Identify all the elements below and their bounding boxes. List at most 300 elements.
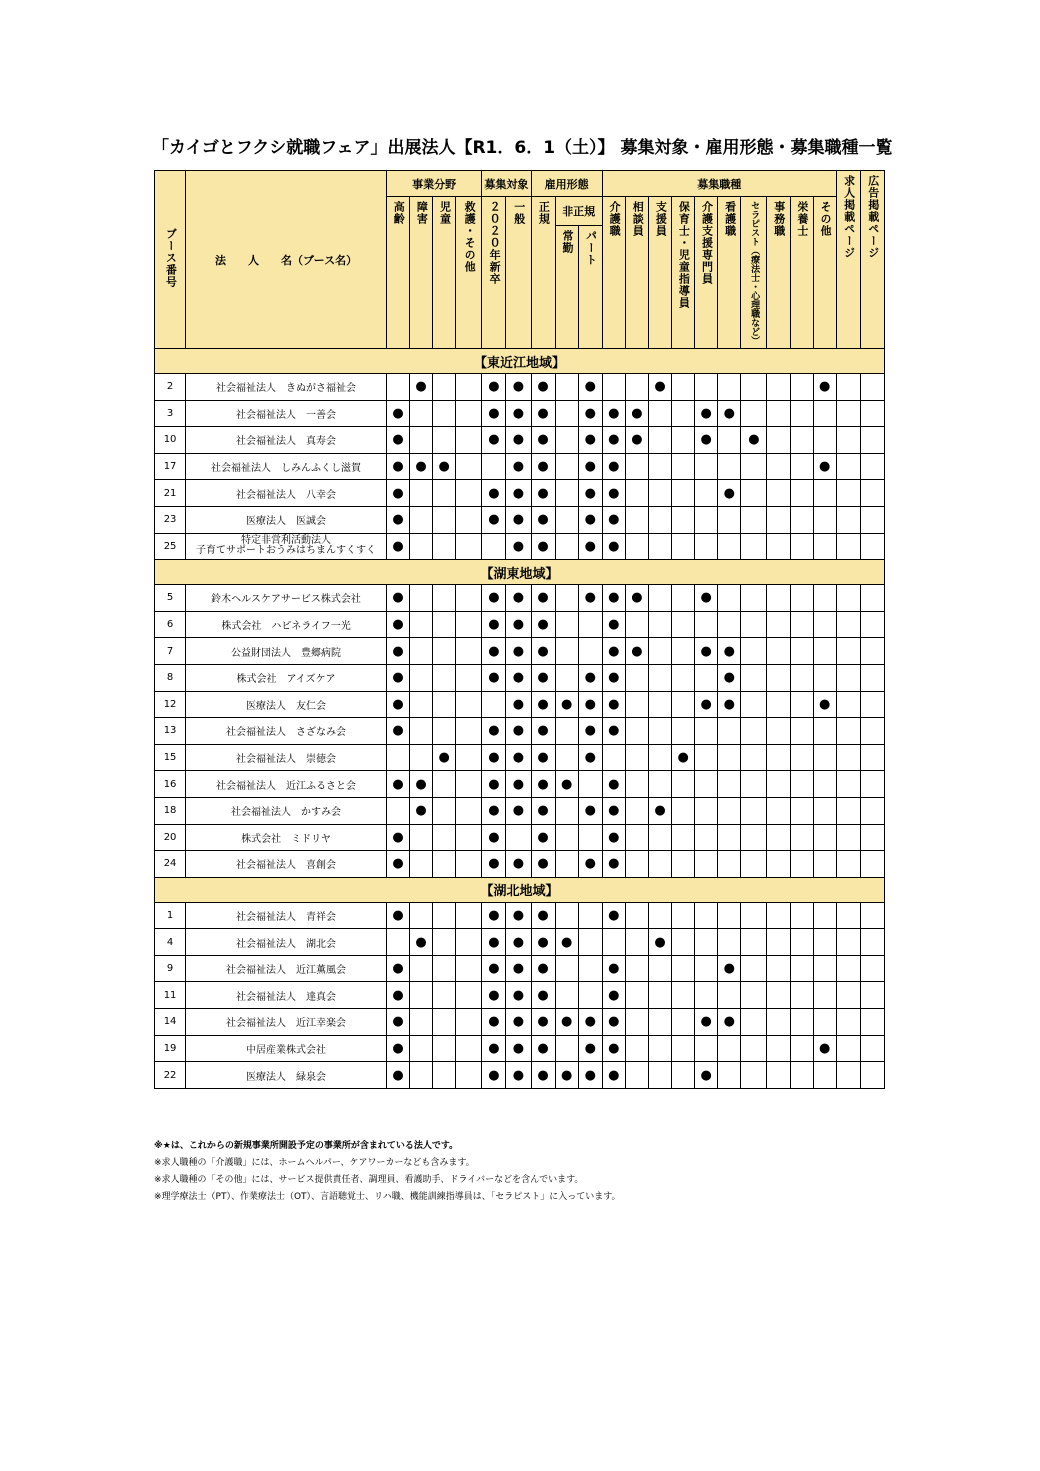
- cell-16: [767, 611, 790, 638]
- cell-8: [578, 824, 602, 851]
- cell-2: [433, 427, 456, 454]
- booth-number: 24: [155, 851, 186, 878]
- cell-1: [410, 427, 433, 454]
- cell-6: [531, 400, 555, 427]
- cell-19: [836, 955, 860, 982]
- cell-8: [578, 744, 602, 771]
- cell-5: [506, 585, 531, 612]
- booth-number: 3: [155, 400, 186, 427]
- dot-mark: ●: [512, 803, 525, 819]
- corporation-name: 社会福祉法人 達真会: [186, 982, 387, 1009]
- cell-18: [813, 427, 836, 454]
- cell-19: [836, 533, 860, 560]
- cell-0: [386, 427, 409, 454]
- cell-20: [860, 744, 884, 771]
- cell-15: [741, 664, 767, 691]
- dot-mark: ●: [608, 1014, 620, 1030]
- dot-mark: ●: [631, 643, 643, 659]
- header-kokoku-label: 広告掲載ページ: [866, 175, 880, 259]
- header-col-17: [790, 197, 813, 349]
- dot-mark: ●: [584, 696, 596, 712]
- cell-19: [836, 374, 860, 401]
- cell-20: [860, 691, 884, 718]
- cell-2: [433, 611, 456, 638]
- cell-5: [506, 718, 531, 745]
- dot-mark: ●: [512, 750, 525, 766]
- cell-4: [482, 744, 506, 771]
- dot-mark: ●: [537, 723, 549, 739]
- table-row: [155, 585, 885, 612]
- table-row: [155, 427, 885, 454]
- dot-mark: ●: [488, 590, 500, 606]
- cell-1: [410, 400, 433, 427]
- dot-mark: ●: [631, 405, 643, 421]
- cell-7: [555, 427, 578, 454]
- cell-6: [531, 611, 555, 638]
- cell-8: [578, 664, 602, 691]
- corporation-name: 社会福祉法人 湖北会: [186, 929, 387, 956]
- cell-14: [718, 638, 741, 665]
- cell-18: [813, 374, 836, 401]
- header-col-9-label: 介護職: [608, 201, 622, 237]
- dot-mark: ●: [608, 512, 620, 528]
- cell-8: [578, 851, 602, 878]
- cell-5: [506, 611, 531, 638]
- cell-8: [578, 955, 602, 982]
- dot-mark: ●: [488, 750, 500, 766]
- cell-9: [602, 982, 625, 1009]
- cell-13: [695, 955, 718, 982]
- region-row: [155, 877, 885, 902]
- cell-17: [790, 1035, 813, 1062]
- dot-mark: ●: [631, 590, 643, 606]
- corporation-name: 医療法人 緑泉会: [186, 1062, 387, 1089]
- cell-17: [790, 638, 813, 665]
- dot-mark: ●: [748, 432, 760, 448]
- cell-3: [456, 611, 482, 638]
- header-col-0: [386, 197, 409, 349]
- booth-number: 9: [155, 955, 186, 982]
- dot-mark: ●: [537, 590, 549, 606]
- cell-3: [456, 533, 482, 560]
- cell-2: [433, 400, 456, 427]
- dot-mark: ●: [608, 856, 620, 872]
- cell-7: [555, 824, 578, 851]
- dot-mark: ●: [584, 512, 596, 528]
- cell-0: [386, 400, 409, 427]
- cell-0: [386, 1035, 409, 1062]
- cell-19: [836, 824, 860, 851]
- dot-mark: ●: [584, 405, 596, 421]
- header-col-10-label: 相談員: [631, 201, 645, 237]
- dot-mark: ●: [512, 1067, 525, 1083]
- dot-mark: ●: [488, 643, 500, 659]
- dot-mark: ●: [537, 1040, 549, 1056]
- header-col-17-label: 栄養士: [795, 201, 809, 237]
- cell-2: [433, 744, 456, 771]
- booth-number: 5: [155, 585, 186, 612]
- cell-13: [695, 824, 718, 851]
- cell-20: [860, 638, 884, 665]
- dot-mark: ●: [488, 856, 500, 872]
- header-shokushu-label: 募集職種: [697, 177, 742, 191]
- cell-19: [836, 664, 860, 691]
- dot-mark: ●: [584, 485, 596, 501]
- cell-18: [813, 929, 836, 956]
- dot-mark: ●: [392, 1014, 404, 1030]
- dot-mark: ●: [512, 590, 525, 606]
- cell-3: [456, 902, 482, 929]
- cell-16: [767, 585, 790, 612]
- cell-13: [695, 664, 718, 691]
- cell-19: [836, 1035, 860, 1062]
- cell-8: [578, 506, 602, 533]
- cell-4: [482, 585, 506, 612]
- cell-8: [578, 400, 602, 427]
- cell-4: [482, 797, 506, 824]
- cell-0: [386, 453, 409, 480]
- cell-19: [836, 1062, 860, 1089]
- dot-mark: ●: [654, 803, 666, 819]
- cell-16: [767, 480, 790, 507]
- dot-mark: ●: [392, 459, 404, 475]
- cell-9: [602, 851, 625, 878]
- dot-mark: ●: [512, 723, 525, 739]
- cell-5: [506, 374, 531, 401]
- cell-4: [482, 400, 506, 427]
- cell-9: [602, 664, 625, 691]
- cell-9: [602, 744, 625, 771]
- cell-8: [578, 929, 602, 956]
- cell-7: [555, 771, 578, 798]
- booth-number: 8: [155, 664, 186, 691]
- cell-0: [386, 611, 409, 638]
- dot-mark: ●: [488, 379, 500, 395]
- cell-7: [555, 718, 578, 745]
- header-col-5: [506, 197, 531, 349]
- cell-4: [482, 506, 506, 533]
- cell-14: [718, 585, 741, 612]
- cell-17: [790, 611, 813, 638]
- cell-13: [695, 1062, 718, 1089]
- cell-7: [555, 585, 578, 612]
- cell-18: [813, 982, 836, 1009]
- cell-16: [767, 1009, 790, 1036]
- dot-mark: ●: [512, 696, 525, 712]
- cell-5: [506, 1009, 531, 1036]
- corporation-name: 社会福祉法人 しみんふくし滋賀: [186, 453, 387, 480]
- region-row: [155, 349, 885, 374]
- dot-mark: ●: [537, 803, 549, 819]
- booth-number: 16: [155, 771, 186, 798]
- cell-14: [718, 824, 741, 851]
- cell-8: [578, 1035, 602, 1062]
- cell-20: [860, 771, 884, 798]
- cell-14: [718, 374, 741, 401]
- cell-14: [718, 1035, 741, 1062]
- dot-mark: ●: [654, 934, 666, 950]
- dot-mark: ●: [537, 379, 549, 395]
- cell-7: [555, 691, 578, 718]
- cell-10: [625, 982, 648, 1009]
- cell-10: [625, 611, 648, 638]
- cell-1: [410, 1009, 433, 1036]
- corporation-name-line2: 子育てサポートおうみはちまんすくすく: [196, 545, 377, 557]
- cell-19: [836, 427, 860, 454]
- cell-5: [506, 427, 531, 454]
- cell-0: [386, 982, 409, 1009]
- cell-8: [578, 638, 602, 665]
- cell-12: [672, 929, 695, 956]
- booth-number: 14: [155, 1009, 186, 1036]
- cell-15: [741, 506, 767, 533]
- cell-8: [578, 585, 602, 612]
- cell-1: [410, 506, 433, 533]
- cell-9: [602, 374, 625, 401]
- header-koyo: [531, 171, 602, 197]
- cell-18: [813, 506, 836, 533]
- cell-18: [813, 585, 836, 612]
- cell-15: [741, 400, 767, 427]
- cell-14: [718, 797, 741, 824]
- cell-3: [456, 1009, 482, 1036]
- cell-1: [410, 929, 433, 956]
- corporation-name: 社会福祉法人 喜創会: [186, 851, 387, 878]
- cell-6: [531, 982, 555, 1009]
- cell-11: [648, 824, 671, 851]
- cell-8: [578, 1009, 602, 1036]
- cell-0: [386, 718, 409, 745]
- cell-4: [482, 955, 506, 982]
- cell-0: [386, 771, 409, 798]
- cell-16: [767, 982, 790, 1009]
- cell-11: [648, 902, 671, 929]
- cell-20: [860, 585, 884, 612]
- cell-3: [456, 771, 482, 798]
- table-row: [155, 533, 885, 560]
- cell-17: [790, 744, 813, 771]
- cell-20: [860, 611, 884, 638]
- dot-mark: ●: [512, 670, 525, 686]
- cell-8: [578, 453, 602, 480]
- cell-10: [625, 480, 648, 507]
- dot-mark: ●: [584, 803, 596, 819]
- dot-mark: ●: [512, 961, 525, 977]
- dot-mark: ●: [584, 538, 596, 554]
- dot-mark: ●: [488, 961, 500, 977]
- table-row: [155, 1035, 885, 1062]
- cell-12: [672, 797, 695, 824]
- dot-mark: ●: [608, 803, 620, 819]
- cell-3: [456, 929, 482, 956]
- dot-mark: ●: [608, 459, 620, 475]
- dot-mark: ●: [560, 934, 573, 950]
- cell-5: [506, 638, 531, 665]
- booth-number: 6: [155, 611, 186, 638]
- header-taisho-label: 募集対象: [484, 177, 529, 191]
- cell-11: [648, 400, 671, 427]
- dot-mark: ●: [537, 432, 549, 448]
- cell-13: [695, 744, 718, 771]
- booth-number: 4: [155, 929, 186, 956]
- cell-14: [718, 1062, 741, 1089]
- cell-4: [482, 638, 506, 665]
- header-col-14-label: 看護職: [723, 201, 737, 237]
- booth-number: 15: [155, 744, 186, 771]
- cell-10: [625, 638, 648, 665]
- cell-8: [578, 374, 602, 401]
- cell-13: [695, 771, 718, 798]
- cell-16: [767, 427, 790, 454]
- cell-7: [555, 480, 578, 507]
- cell-13: [695, 1009, 718, 1036]
- cell-8: [578, 691, 602, 718]
- dot-mark: ●: [537, 696, 549, 712]
- cell-19: [836, 480, 860, 507]
- dot-mark: ●: [608, 485, 620, 501]
- cell-13: [695, 718, 718, 745]
- cell-10: [625, 1035, 648, 1062]
- cell-14: [718, 400, 741, 427]
- cell-0: [386, 1062, 409, 1089]
- cell-0: [386, 585, 409, 612]
- dot-mark: ●: [723, 696, 735, 712]
- cell-11: [648, 691, 671, 718]
- dot-mark: ●: [488, 829, 500, 845]
- dot-mark: ●: [537, 485, 549, 501]
- cell-11: [648, 611, 671, 638]
- cell-18: [813, 1009, 836, 1036]
- cell-9: [602, 533, 625, 560]
- cell-19: [836, 902, 860, 929]
- cell-11: [648, 1062, 671, 1089]
- dot-mark: ●: [723, 670, 735, 686]
- cell-8: [578, 718, 602, 745]
- cell-1: [410, 902, 433, 929]
- cell-1: [410, 824, 433, 851]
- cell-10: [625, 533, 648, 560]
- dot-mark: ●: [584, 459, 596, 475]
- cell-4: [482, 824, 506, 851]
- cell-17: [790, 718, 813, 745]
- header-col-5-label: 一般: [512, 201, 526, 225]
- dot-mark: ●: [723, 485, 735, 501]
- cell-3: [456, 691, 482, 718]
- dot-mark: ●: [537, 538, 549, 554]
- header-name: [186, 171, 387, 349]
- booth-number: 25: [155, 533, 186, 560]
- cell-2: [433, 480, 456, 507]
- cell-10: [625, 664, 648, 691]
- cell-8: [578, 982, 602, 1009]
- header-shokushu: [602, 171, 836, 197]
- cell-11: [648, 851, 671, 878]
- region-label: 【湖北地域】: [155, 877, 885, 902]
- dot-mark: ●: [512, 987, 525, 1003]
- cell-8: [578, 427, 602, 454]
- cell-9: [602, 902, 625, 929]
- cell-1: [410, 771, 433, 798]
- dot-mark: ●: [654, 379, 666, 395]
- corporation-name: 社会福祉法人 かすみ会: [186, 797, 387, 824]
- dot-mark: ●: [819, 1040, 831, 1056]
- cell-6: [531, 427, 555, 454]
- dot-mark: ●: [392, 590, 404, 606]
- cell-19: [836, 744, 860, 771]
- cell-17: [790, 1009, 813, 1036]
- cell-20: [860, 718, 884, 745]
- cell-7: [555, 744, 578, 771]
- cell-13: [695, 533, 718, 560]
- dot-mark: ●: [392, 1067, 404, 1083]
- dot-mark: ●: [392, 512, 404, 528]
- region-row: [155, 560, 885, 585]
- cell-12: [672, 851, 695, 878]
- cell-20: [860, 902, 884, 929]
- dot-mark: ●: [537, 750, 549, 766]
- dot-mark: ●: [512, 379, 525, 395]
- dot-mark: ●: [392, 1040, 404, 1056]
- corporation-name: 社会福祉法人 きぬがさ福祉会: [186, 374, 387, 401]
- cell-15: [741, 929, 767, 956]
- header-hiseiki: [555, 197, 602, 226]
- cell-15: [741, 611, 767, 638]
- dot-mark: ●: [392, 723, 404, 739]
- dot-mark: ●: [537, 829, 549, 845]
- cell-10: [625, 453, 648, 480]
- cell-13: [695, 982, 718, 1009]
- corporation-name: 社会福祉法人 近江ふるさと会: [186, 771, 387, 798]
- cell-1: [410, 744, 433, 771]
- cell-2: [433, 902, 456, 929]
- cell-14: [718, 771, 741, 798]
- cell-11: [648, 506, 671, 533]
- cell-9: [602, 480, 625, 507]
- table-row: [155, 664, 885, 691]
- cell-12: [672, 533, 695, 560]
- cell-15: [741, 902, 767, 929]
- cell-17: [790, 824, 813, 851]
- cell-8: [578, 480, 602, 507]
- cell-12: [672, 585, 695, 612]
- cell-19: [836, 929, 860, 956]
- cell-6: [531, 664, 555, 691]
- cell-6: [531, 691, 555, 718]
- cell-0: [386, 506, 409, 533]
- cell-18: [813, 1062, 836, 1089]
- cell-3: [456, 1035, 482, 1062]
- cell-20: [860, 374, 884, 401]
- dot-mark: ●: [537, 776, 549, 792]
- cell-1: [410, 851, 433, 878]
- cell-19: [836, 771, 860, 798]
- cell-1: [410, 533, 433, 560]
- dot-mark: ●: [608, 723, 620, 739]
- header-name-label: 法 人 名（ブース名）: [214, 253, 358, 267]
- corporation-name: 社会福祉法人 一善会: [186, 400, 387, 427]
- cell-7: [555, 902, 578, 929]
- header-col-4: [482, 197, 506, 349]
- cell-6: [531, 1035, 555, 1062]
- cell-7: [555, 664, 578, 691]
- dot-mark: ●: [723, 1014, 735, 1030]
- cell-20: [860, 824, 884, 851]
- cell-13: [695, 929, 718, 956]
- cell-19: [836, 691, 860, 718]
- dot-mark: ●: [392, 670, 404, 686]
- cell-7: [555, 1035, 578, 1062]
- cell-0: [386, 797, 409, 824]
